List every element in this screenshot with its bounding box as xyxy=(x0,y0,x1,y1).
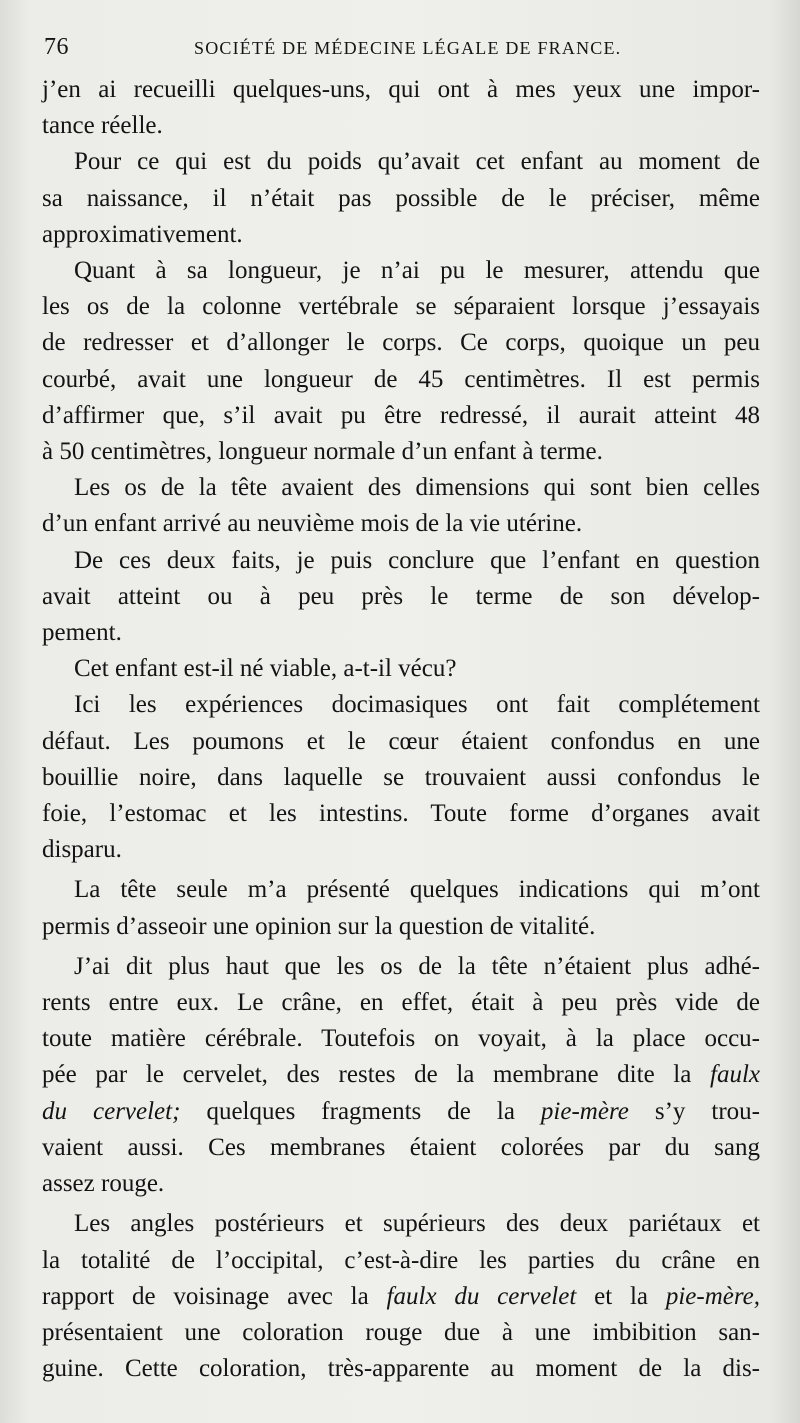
text-line: guine. Cette coloration, très-apparente au moment de la dis- xyxy=(42,1355,760,1383)
text-line: la totalité de l’occipital, c’est-à-dire les parties du crâne en xyxy=(42,1246,760,1274)
paragraph xyxy=(42,253,760,470)
text-line: De ces deux faits, je puis conclure que l’enfant en question xyxy=(74,546,760,574)
text-line: courbé, avait une longueur de 45 centimètres. Il est permis xyxy=(42,365,760,393)
text-line: bouillie noire, dans laquelle se trouvaient aussi confondus le xyxy=(42,763,760,791)
running-title: SOCIÉTÉ DE MÉDECINE LÉGALE DE FRANCE. xyxy=(194,38,622,58)
page-header xyxy=(44,34,764,70)
text-line: permis d’asseoir une opinion sur la question de vitalité. xyxy=(42,912,596,940)
text-run: pée par le cervelet, des restes de la membrane dite la xyxy=(42,1061,710,1089)
paragraph xyxy=(42,543,760,652)
italic-term: pie-mère, xyxy=(665,1282,760,1310)
paragraph xyxy=(42,1206,760,1387)
paragraph xyxy=(42,872,760,944)
text-run: quelques fragments de la xyxy=(180,1097,541,1125)
text-run: rapport de voisinage avec la xyxy=(42,1282,387,1310)
text-line: toute matière cérébrale. Toutefois on voyait, à la place occu- xyxy=(42,1025,760,1053)
text-line: avait atteint ou à peu près le terme de son dévelop- xyxy=(42,582,760,610)
paragraph xyxy=(42,144,760,253)
text-run: et la xyxy=(576,1282,666,1310)
text-line: défaut. Les poumons et le cœur étaient confondus en une xyxy=(42,727,760,755)
text-line xyxy=(42,1279,760,1315)
italic-term: faulx xyxy=(710,1061,760,1089)
text-line: approximativement. xyxy=(42,220,243,248)
text-line: de redresser et d’allonger le corps. Ce corps, quoique un peu xyxy=(42,329,760,357)
text-line: sa naissance, il n’était pas possible de le préciser, même xyxy=(42,184,760,212)
paragraph xyxy=(42,687,760,868)
text-line: présentaient une coloration rouge due à une imbibition san- xyxy=(42,1318,760,1346)
paragraph xyxy=(42,72,760,144)
text-line: disparu. xyxy=(42,836,122,864)
text-line: pement. xyxy=(42,619,122,647)
italic-term: pie-mère xyxy=(540,1097,629,1125)
text-line: rents entre eux. Le crâne, en effet, était à peu près vide de xyxy=(42,989,760,1017)
page-number: 76 xyxy=(44,34,69,60)
text-run: s’y trou- xyxy=(628,1097,760,1125)
text-line: à 50 centimètres, longueur normale d’un enfant à terme. xyxy=(42,438,603,466)
text-line: tance réelle. xyxy=(42,112,163,140)
text-line xyxy=(42,1094,760,1130)
italic-term: du cervelet; xyxy=(42,1097,181,1125)
text-line: d’affirmer que, s’il avait pu être redressé, il aurait atteint 48 xyxy=(42,401,760,429)
text-line: Quant à sa longueur, je n’ai pu le mesurer, attendu que xyxy=(74,257,760,285)
text-line: Cet enfant est-il né viable, a-t-il vécu? xyxy=(74,655,457,683)
paragraph xyxy=(42,651,760,687)
text-line: Les angles postérieurs et supérieurs des deux pariétaux et xyxy=(74,1210,760,1238)
text-line xyxy=(42,1057,760,1093)
text-line: Ici les expériences docimasiques ont fait complétement xyxy=(74,691,760,719)
text-line: Les os de la tête avaient des dimensions qui sont bien celles xyxy=(74,474,760,502)
text-line: foie, l’estomac et les intestins. Toute forme d’organes avait xyxy=(42,800,760,828)
text-line: Pour ce qui est du poids qu’avait cet enfant au moment de xyxy=(74,148,760,176)
italic-term: faulx du cervelet xyxy=(386,1282,577,1310)
text-line: La tête seule m’a présenté quelques indications qui m’ont xyxy=(74,876,760,904)
text-line: J’ai dit plus haut que les os de la tête n’étaient plus adhé- xyxy=(74,952,760,980)
body-text xyxy=(42,72,760,1387)
text-line: assez rouge. xyxy=(42,1170,165,1198)
paragraph xyxy=(42,949,760,1202)
text-line: vaient aussi. Ces membranes étaient colorées par du sang xyxy=(42,1133,760,1161)
paragraph xyxy=(42,470,760,542)
text-line: les os de la colonne vertébrale se séparaient lorsque j’essayais xyxy=(42,293,760,321)
text-line: d’un enfant arrivé au neuvième mois de la vie utérine. xyxy=(42,510,583,538)
text-line: j’en ai recueilli quelques-uns, qui ont à mes yeux une impor- xyxy=(42,76,760,103)
